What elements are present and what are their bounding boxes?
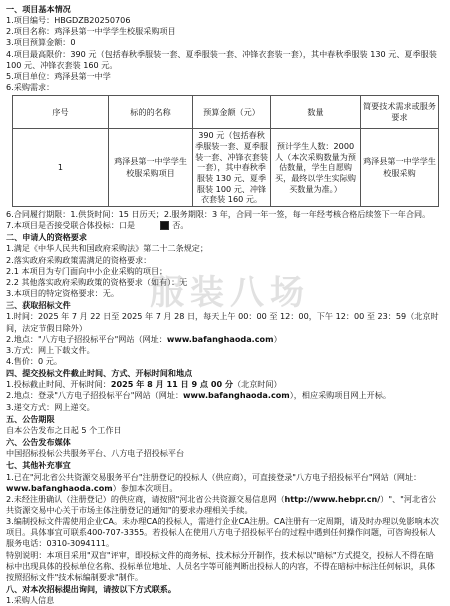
supplement-1: [6, 472, 440, 494]
cell-name: 鸡泽县第一中学学生校服采购项目: [109, 129, 193, 207]
obtain-location: [6, 334, 440, 345]
header-no: 序号: [13, 96, 109, 129]
consortium-line: [6, 220, 440, 231]
header-quantity: 数量: [271, 96, 361, 129]
obtain-time: 1.时间：2025 年 7 月 22 日至 2025 年 7 月 28 日，每天上午 00：00 至 12：00，下午 12：00 至 23：59（北京时间，法定节假日除外）: [6, 311, 439, 333]
qualification-3: 3.本项目的特定资格要求：无。: [6, 288, 119, 299]
table-row: [13, 129, 439, 207]
obtain-method: 3.方式：网上下载文件。: [6, 344, 95, 355]
platform-link[interactable]: www.bafanghaoda.com: [6, 482, 113, 493]
cell-quantity: 预计学生人数：2000 人（本次采购数量为预估数量，学生自愿购买，最终以学生实际购买数量为准。）: [271, 129, 361, 207]
supplement-1-suffix: ）参加本次项目。: [112, 482, 178, 493]
qualification-2-2: 2.2 其他落实政府采购政策的资格要求（如有）：无: [6, 276, 188, 287]
section-7-title: 七、其他补充事宜: [6, 460, 71, 471]
cell-requirements: 鸡泽县第一中学学生校服采购: [361, 129, 439, 207]
table-header-row: [13, 96, 439, 129]
cell-no: 1: [13, 129, 109, 207]
procurement-needs-label: 6.采购需求：: [6, 82, 55, 93]
qualification-1: 1.满足《中华人民共和国政府采购法》第二十二条规定；: [6, 243, 208, 254]
procurement-table: [12, 95, 439, 207]
project-name: 2.项目名称：鸡泽县第一中学学生校服采购项目: [6, 26, 176, 37]
watermark: 服装八场: [150, 273, 310, 313]
qualification-2: 2.落实政府采购政策需满足的资格要求：: [6, 254, 152, 265]
bid-deadline-tz: （北京时间）: [233, 379, 282, 390]
bid-deadline: [6, 379, 440, 390]
max-price: 4.项目最高限价：390 元（包括春秋季服装一套、夏季服装一套、冲锋衣套装一套），其中春秋季服装 130 元、夏季服装 100 元、冲锋衣套装 160 元。: [6, 48, 437, 70]
section-6-title: 六、公告发布媒体: [6, 437, 71, 448]
contract-term: 6.合同履行期限：1.供货时间：15 日历天；2.服务期限：3 年，合同一年一签，每一年经考核合格后续签下一年合同。: [6, 208, 431, 219]
header-budget: 预算金额（元）: [193, 96, 271, 129]
announcement-period: 自本公告发布之日起 5 个工作日: [6, 424, 122, 435]
supplement-2-prefix: 2.未经注册确认（注册登记）的供应商，请按照"河北省公共资源交易信息网（: [6, 493, 285, 504]
platform-link[interactable]: www.bafanghaoda.com: [183, 390, 290, 401]
obtain-location-suffix: ）: [273, 333, 282, 344]
checkbox-no-icon: [160, 221, 169, 230]
consortium-label: 7.本项目是否接受联合体投标：口是: [6, 220, 136, 231]
supplement-2: [6, 494, 440, 516]
bid-location: [6, 390, 440, 401]
media-list: 中国招标投标公共服务平台、八方电子招投标平台: [6, 448, 185, 459]
consortium-no-label: 否。: [172, 220, 189, 231]
project-unit: 5.项目单位：鸡泽县第一中学: [6, 70, 111, 81]
platform-link[interactable]: www.bafanghaoda.com: [166, 333, 274, 344]
bid-location-prefix: 2.地点：登录"八方电子招投标平台"网站（网址：: [6, 390, 184, 401]
section-3-title: 三、获取招标文件: [6, 300, 71, 311]
section-5-title: 五、公告期限: [6, 413, 55, 424]
bid-deadline-value: 2025 年 8 月 11 日 9 点 00 分: [110, 379, 234, 390]
supplement-2-suffix: ）"、"河北省公共资源交易中心关于市场主体注册登记的通知"的要求办理相关手续。: [6, 493, 437, 516]
obtain-price: 4.售价：0 元。: [6, 355, 62, 366]
bid-submit-method: 3.递交方式：网上递交。: [6, 401, 95, 412]
obtain-location-prefix: 2.地点："八方电子招投标平台"网站（网址：: [6, 333, 167, 344]
supplement-3: 3.编制投标文件需使用企业CA。未办理CA的投标人，需进行企业CA注册。CA注册有一定周期，请及时办理以免影响本次项目。具体事宜可联系400-707-3355。若投标人在使用八方电子招投标平台的过程中遇到任何操作问题，可咨询投标人服务电话：0310-3094111。: [6, 516, 439, 549]
project-number: 1.项目编号：HBGDZB20250706: [6, 15, 131, 26]
header-requirements: 简要技术需求或服务要求: [361, 96, 439, 129]
section-4-title: 四、提交投标文件截止时间、方式、开标时间和地点: [6, 368, 193, 379]
project-budget: 3.项目预算金额：0: [6, 37, 76, 48]
purchaser-info-label: 1.采购人信息: [6, 595, 55, 606]
bid-location-suffix: ），相应采购项目网上开标。: [289, 390, 391, 401]
special-note: 特别说明：本项目采用"双盲"评审，即投标文件的商务标、技术标分开制作，技术标以"暗标"方式提交，投标人不得在暗标中出现具体的投标单位名称、投标单位地址、人员名字等可能判断出投标人的内容，不得在暗标中标注任何标识，具体按照招标文件"技术标编制要求"制作。: [6, 549, 435, 582]
qualification-2-1: 2.1 本项目为专门面向中小企业采购的项目；: [6, 265, 168, 276]
header-name: 标的的名称: [109, 96, 193, 129]
section-8-title: 八、对本次招标提出询问，请按以下方式联系。: [6, 584, 176, 595]
bid-deadline-label: 1.投标截止时间、开标时间：: [6, 379, 111, 390]
cell-budget: 390 元（包括春秋季服装一套、夏季服装一套、冲锋衣套装一套），其中春秋季服装 130 元、夏季服装 100 元、冲锋衣套装 160 元。: [193, 129, 271, 207]
section-2-title: 二、申请人的资格要求: [6, 232, 87, 243]
hebpr-link[interactable]: http://www.hebpr.cn/: [284, 493, 381, 504]
section-1-title: 一、项目基本情况: [6, 4, 71, 14]
supplement-1-prefix: 1.已在"河北省公共资源交易服务平台"注册登记的投标人（供应商），可直接登录"八方电子招投标平台"网站（网址：: [6, 471, 422, 482]
